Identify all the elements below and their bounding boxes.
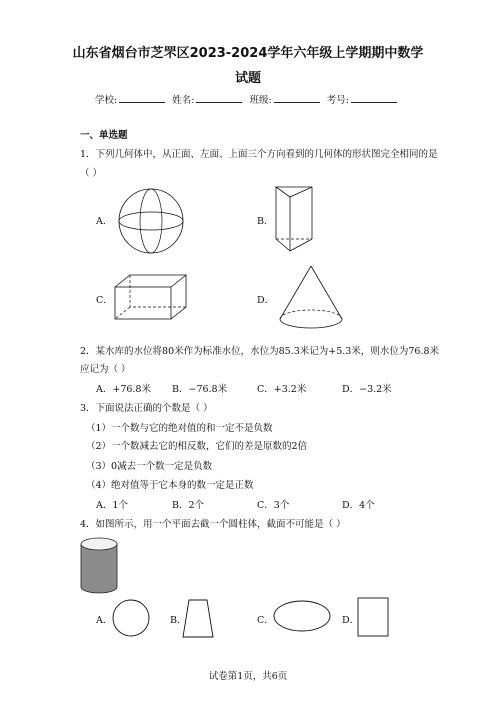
q1-option-b: B． [257,216,274,227]
triangular-prism-figure [272,183,326,255]
section-heading: 一、单选题 [80,130,128,141]
q4-stem: 4．如图所示，用一个平面去截一个圆柱体，截面不可能是（ ） [80,519,346,530]
q3-statement-4: （4）绝对值等于它本身的数一定是正数 [86,480,254,491]
q3-stem: 3．下面说法正确的个数是（ ） [80,403,213,414]
q3-statement-3: （3）0减去一个数一定是负数 [86,461,213,472]
trapezoid-shape [180,598,216,640]
name-blank [196,93,242,103]
exam-no-blank [351,93,397,103]
class-label: 班级: [249,95,272,106]
name-label: 姓名: [172,95,195,106]
q2-stem-line2: 应记为（ ） [80,364,131,375]
q3-option-b: B．2个 [172,500,205,511]
school-label: 学校: [95,95,118,106]
student-info-row [0,92,496,106]
q3-statement-2: （2）一个数减去它的相反数，它们的差是原数的2倍 [86,441,308,452]
rectangular-box-figure [112,272,190,322]
exam-title-line1: 山东省烟台市芝罘区2023-2024学年六年级上学期期中数学 [72,46,424,61]
rectangle-shape [356,596,390,638]
q4-option-b: B． [170,615,187,626]
q1-option-d: D． [257,295,275,306]
q3-option-a: A．1个 [96,500,128,511]
sphere-figure [116,186,186,256]
q1-option-a: A． [96,216,113,227]
page-footer: 试卷第1页，共6页 [208,671,288,682]
q2-option-d: D．−3.2米 [342,384,392,395]
q3-option-c: C．3个 [257,500,290,511]
exam-title-line2: 试题 [234,71,261,86]
q4-option-d: D． [342,615,360,626]
q1-option-c: C． [96,295,113,306]
q2-stem-line1: 2．某水库的水位将80米作为标准水位，水位为85.3米记为+5.3米，则水位为76.8米 [80,346,440,357]
q3-option-d: D．4个 [342,500,375,511]
ellipse-shape [272,599,332,633]
q4-option-a: A． [96,615,113,626]
cylinder-figure [78,536,120,596]
q4-option-c: C． [257,615,274,626]
q1-stem-line2: （ ） [80,168,103,179]
class-blank [274,93,320,103]
school-blank [119,93,165,103]
exam-no-label: 考号: [326,95,349,106]
circle-shape [111,598,151,638]
cone-figure [276,263,346,333]
q3-statement-1: （1）一个数与它的绝对值的和一定不是负数 [86,423,273,434]
q1-stem-line1: 1．下列几何体中，从正面、左面、上面三个方向看到的几何体的形状图完全相同的是 [80,149,438,160]
q2-option-b: B．−76.8米 [172,384,228,395]
q2-option-c: C．+3.2米 [257,384,307,395]
q2-option-a: A．+76.8米 [96,384,151,395]
